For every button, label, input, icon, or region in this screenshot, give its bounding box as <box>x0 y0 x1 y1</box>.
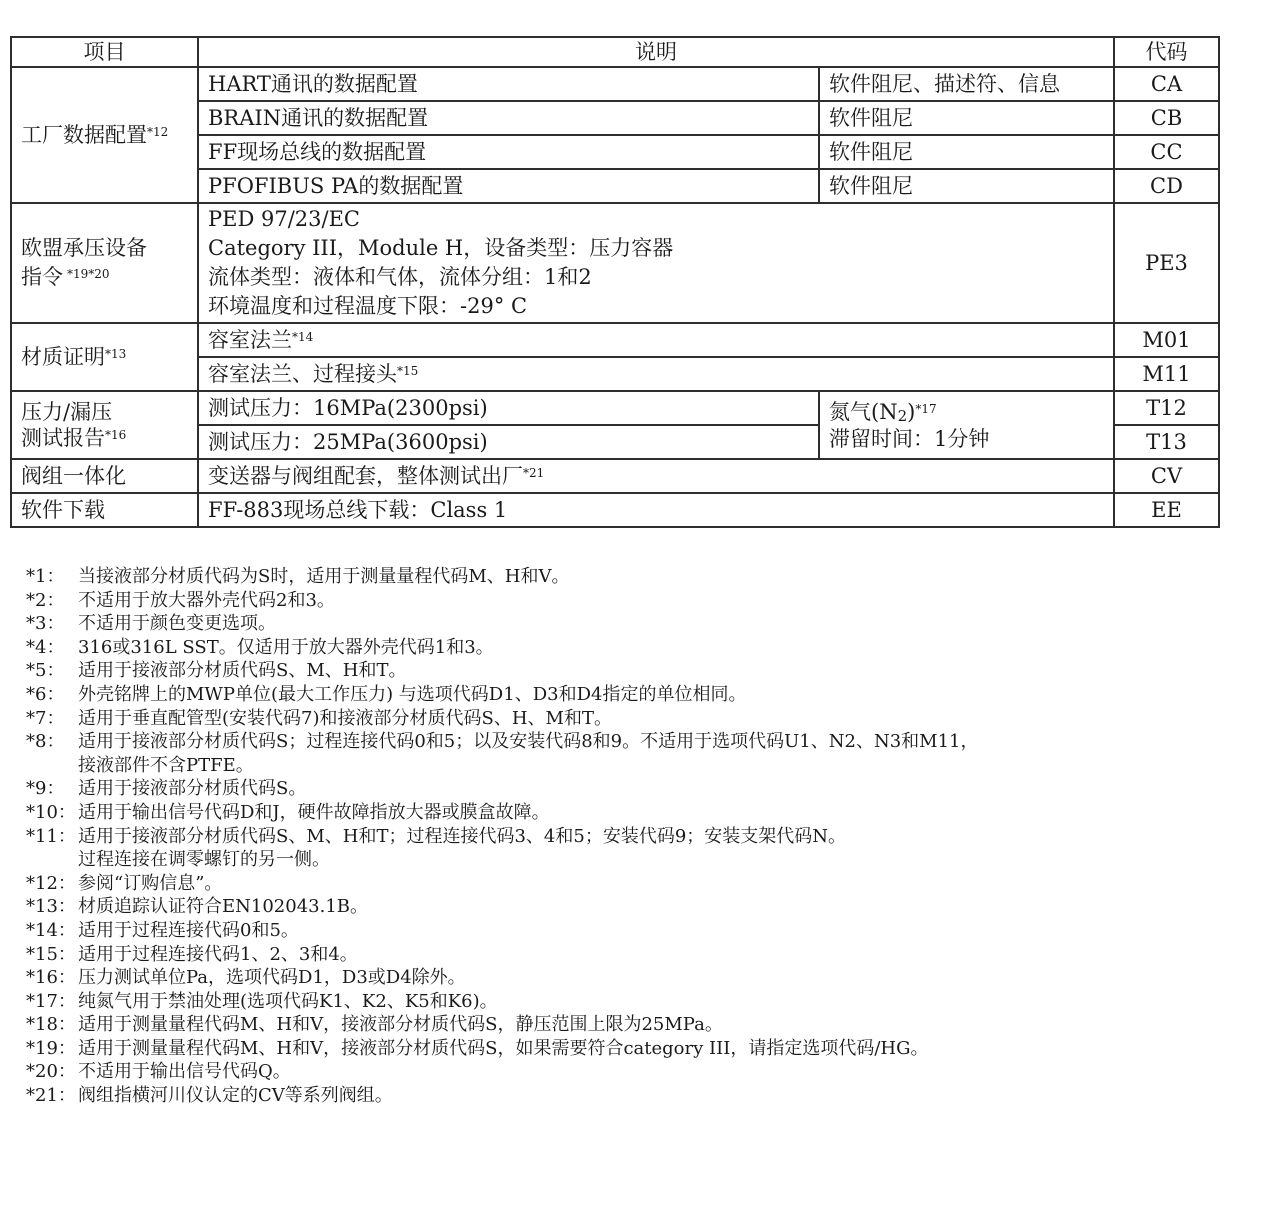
footnote-ref-16: *16 <box>105 428 127 443</box>
header-code: 代码 <box>1114 37 1219 67</box>
footnote-text-line: 不适用于放大器外壳代码2和3。 <box>78 589 335 611</box>
footnote-label: *15： <box>26 943 76 965</box>
cell-desc-software-download: FF-883现场总线下载：Class 1 <box>198 493 1114 527</box>
footnote-text-line: 接液部件不含PTFE。 <box>78 754 254 776</box>
footnote-text <box>78 636 1236 660</box>
footnote-label: *9： <box>26 778 65 800</box>
footnote-text-line: 阀组指横河川仪认定的CV等系列阀组。 <box>78 1085 393 1107</box>
footnote-text-line: 材质追踪认证符合EN102043.1B。 <box>78 896 369 918</box>
cell-desc-hart: HART通讯的数据配置 <box>198 67 819 101</box>
cell-code-t13: T13 <box>1114 425 1219 459</box>
footnote-item-9 <box>26 777 1236 801</box>
footnote-item-18 <box>26 1013 1236 1037</box>
cell-code-m11: M11 <box>1114 357 1219 391</box>
item-line: 测试报告$^{*16}$ <box>21 426 127 451</box>
footnote-text <box>78 777 1236 801</box>
footnote-item-19 <box>26 1037 1236 1061</box>
cell-desc-brain: BRAIN通讯的数据配置 <box>198 101 819 135</box>
footnote-ref-13: *13 <box>105 347 127 362</box>
footnote-text <box>78 683 1236 707</box>
footnote-text-line: 适用于接液部分材质代码S、M、H和T；过程连接代码3、4和5；安装代码9；安装支架代码N。 <box>78 825 847 847</box>
footnote-text-line: 当接液部分材质代码为S时，适用于测量量程代码M、H和V。 <box>78 566 570 587</box>
footnote-text-line: 适用于测量量程代码M、H和V，接液部分材质代码S，静压范围上限为25MPa。 <box>78 1014 723 1036</box>
footnote-text-line: 适用于过程连接代码0和5。 <box>78 919 299 941</box>
footnote-text <box>78 1037 1236 1061</box>
footnote-label: *3： <box>26 613 65 635</box>
footnote-label: *14： <box>26 919 76 941</box>
footnote-ref-15: *15 <box>397 364 419 379</box>
footnote-text <box>78 825 1236 872</box>
footnote-text-line: 过程连接在调零螺钉的另一侧。 <box>78 849 330 871</box>
cell-item-ped-directive <box>11 203 198 323</box>
footnote-item-14 <box>26 919 1236 943</box>
footnote-text <box>78 612 1236 636</box>
footnotes <box>26 565 1236 1108</box>
footnote-text-line: 适用于接液部分材质代码S、M、H和T。 <box>78 660 407 682</box>
footnote-item-16 <box>26 966 1236 990</box>
footnote-ref-14: *14 <box>292 330 314 345</box>
cell-desc-profibus: PFOFIBUS PA的数据配置 <box>198 169 819 203</box>
cell-code-cc: CC <box>1114 135 1219 169</box>
cell-attr-hart: 软件阻尼、描述符、信息 <box>819 67 1114 101</box>
footnote-item-13 <box>26 895 1236 919</box>
footnote-text <box>78 801 1236 825</box>
footnote-text <box>78 730 1236 777</box>
footnote-text <box>78 919 1236 943</box>
footnote-text <box>78 1060 1236 1084</box>
footnote-label: *18： <box>26 1014 76 1036</box>
footnote-text <box>78 589 1236 613</box>
footnote-label: *6： <box>26 683 65 705</box>
footnote-text-line: 外壳铭牌上的MWP单位(最大工作压力) 与选项代码D1、D3和D4指定的单位相同。 <box>78 683 747 705</box>
footnote-label: *4： <box>26 636 65 658</box>
footnote-text-line: 不适用于颜色变更选项。 <box>78 613 276 635</box>
footnote-item-8 <box>26 730 1236 777</box>
cell-desc-ff: FF现场总线的数据配置 <box>198 135 819 169</box>
cell-item-valve-manifold: 阀组一体化 <box>11 459 198 493</box>
footnote-text <box>78 1013 1236 1037</box>
header-item: 项目 <box>11 37 198 67</box>
footnote-text-line: 纯氮气用于禁油处理(选项代码K1、K2、K5和K6)。 <box>78 990 498 1012</box>
options-table <box>10 36 1220 528</box>
cell-desc-test-25mpa: 测试压力：25MPa(3600psi) <box>198 425 819 459</box>
table-header-row <box>11 37 1219 67</box>
item-label: 工厂数据配置 <box>21 123 147 148</box>
footnote-text <box>78 990 1236 1014</box>
footnote-text <box>78 1084 1236 1108</box>
cell-code-t12: T12 <box>1114 391 1219 425</box>
desc-line: PED 97/23/EC <box>208 207 360 232</box>
footnote-text-line: 适用于垂直配管型(安装代码7)和接液部分材质代码S、H、M和T。 <box>78 707 612 729</box>
footnote-text-line: 不适用于输出信号代码Q。 <box>78 1061 291 1083</box>
cell-attr-profibus: 软件阻尼 <box>819 169 1114 203</box>
footnote-label: *8： <box>26 731 65 753</box>
footnote-item-20 <box>26 1060 1236 1084</box>
footnote-item-7 <box>26 707 1236 731</box>
footnote-text <box>78 565 1236 589</box>
footnote-label: *1： <box>26 566 65 587</box>
attr-line: 滞留时间：1分钟 <box>829 426 990 451</box>
footnote-text <box>78 943 1236 967</box>
header-description: 说明 <box>198 37 1114 67</box>
footnote-item-6 <box>26 683 1236 707</box>
item-label: 材质证明 <box>21 345 105 370</box>
footnote-text-line: 适用于输出信号代码D和J，硬件故障指放大器或膜盒故障。 <box>78 801 550 823</box>
cell-code-pe3: PE3 <box>1114 203 1219 323</box>
item-line: 压力/漏压 <box>21 400 113 424</box>
table-row-t12 <box>11 391 1219 425</box>
footnote-label: *10： <box>26 801 76 823</box>
cell-attr-nitrogen <box>819 391 1114 459</box>
footnote-ref-21: *21 <box>523 466 545 481</box>
footnote-item-15 <box>26 943 1236 967</box>
footnote-ref-12: *12 <box>147 125 169 140</box>
footnote-text-line: 参阅“订购信息”。 <box>78 872 223 894</box>
item-line: 欧盟承压设备 <box>21 236 147 261</box>
footnote-text-line: 适用于测量量程代码M、H和V，接液部分材质代码S，如果需要符合category III，请指定选项代码/HG。 <box>78 1037 929 1059</box>
footnote-label: *12： <box>26 872 76 894</box>
cell-desc-cover-flange: 容室法兰$^{*14}$ <box>198 323 1114 357</box>
footnote-item-2 <box>26 589 1236 613</box>
cell-desc-cover-flange-process-connector: 容室法兰、过程接头$^{*15}$ <box>198 357 1114 391</box>
footnote-label: *17： <box>26 990 76 1012</box>
table-row-m01 <box>11 323 1219 357</box>
cell-desc-valve-manifold: 变送器与阀组配套，整体测试出厂$^{*21}$ <box>198 459 1114 493</box>
desc-line: 流体类型：液体和气体，流体分组：1和2 <box>208 265 592 290</box>
footnote-text-line: 适用于接液部分材质代码S。 <box>78 778 307 800</box>
footnote-ref-19-20: *19*20 <box>67 267 110 282</box>
footnote-item-11 <box>26 825 1236 872</box>
footnote-label: *11： <box>26 825 76 847</box>
cell-item-pressure-test-report <box>11 391 198 459</box>
footnote-text <box>78 872 1236 896</box>
cell-attr-ff: 软件阻尼 <box>819 135 1114 169</box>
footnote-text-line: 压力测试单位Pa，选项代码D1，D3或D4除外。 <box>78 967 466 989</box>
footnote-text-line: 适用于过程连接代码1、2、3和4。 <box>78 943 358 965</box>
footnote-label: *7： <box>26 707 65 729</box>
table-row-ee <box>11 493 1219 527</box>
footnote-text <box>78 966 1236 990</box>
cell-code-cd: CD <box>1114 169 1219 203</box>
table-row-cv <box>11 459 1219 493</box>
footnote-item-1 <box>26 565 1236 589</box>
footnote-text <box>78 659 1236 683</box>
footnote-item-12 <box>26 872 1236 896</box>
table-row-pe3 <box>11 203 1219 323</box>
table-row-ca <box>11 67 1219 101</box>
cell-desc-ped <box>198 203 1114 323</box>
footnote-item-5 <box>26 659 1236 683</box>
cell-code-cv: CV <box>1114 459 1219 493</box>
item-line: 指令 $^{*19*20}$ <box>21 265 110 290</box>
cell-item-factory-data-config <box>11 67 198 203</box>
footnote-item-3 <box>26 612 1236 636</box>
footnote-label: *19： <box>26 1037 76 1059</box>
footnote-label: *16： <box>26 967 76 989</box>
subscript-2: 2 <box>897 406 908 425</box>
footnote-label: *5： <box>26 660 65 682</box>
footnote-label: *13： <box>26 896 76 918</box>
footnote-item-10 <box>26 801 1236 825</box>
cell-item-software-download: 软件下载 <box>11 493 198 527</box>
footnote-text-line: 适用于接液部分材质代码S；过程连接代码0和5；以及安装代码8和9。不适用于选项代码U1、N2、N3和M11， <box>78 731 979 753</box>
footnote-ref-17: *17 <box>915 401 937 416</box>
cell-desc-test-16mpa: 测试压力：16MPa(2300psi) <box>198 391 819 425</box>
cell-code-m01: M01 <box>1114 323 1219 357</box>
footnote-item-21 <box>26 1084 1236 1108</box>
footnote-item-17 <box>26 990 1236 1014</box>
cell-item-material-cert <box>11 323 198 391</box>
footnote-item-4 <box>26 636 1236 660</box>
cell-code-ee: EE <box>1114 493 1219 527</box>
desc-line: Category III，Module H，设备类型：压力容器 <box>208 236 674 261</box>
footnote-text <box>78 707 1236 731</box>
footnote-label: *20： <box>26 1061 76 1083</box>
attr-line: 氮气(N2)$^{*17}$ <box>829 399 937 425</box>
desc-line: 环境温度和过程温度下限：-29° C <box>208 294 528 319</box>
footnote-text <box>78 895 1236 919</box>
cell-attr-brain: 软件阻尼 <box>819 101 1114 135</box>
footnote-label: *21： <box>26 1085 76 1107</box>
cell-code-ca: CA <box>1114 67 1219 101</box>
footnote-text-line: 316或316L SST。仅适用于放大器外壳代码1和3。 <box>78 636 494 658</box>
cell-code-cb: CB <box>1114 101 1219 135</box>
footnote-label: *2： <box>26 589 65 611</box>
